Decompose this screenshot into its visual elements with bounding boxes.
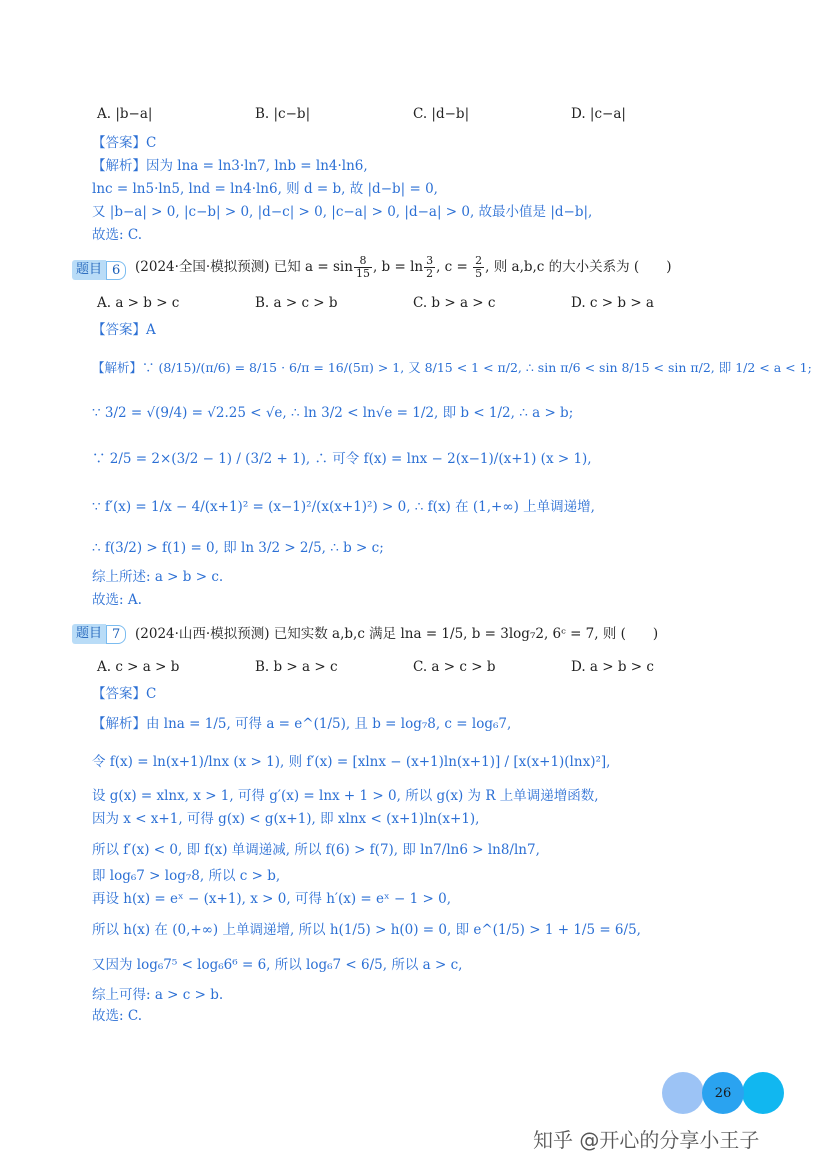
stem-part: , b = ln [372, 259, 424, 275]
q7-answer: 【答案】C [92, 686, 157, 702]
q7-analysis-2: 令 f(x) = ln(x+1)/lnx (x > 1), 则 f′(x) = [xlnx − (x+1)ln(x+1)] / [x(x+1)(lnx)²], [92, 754, 611, 770]
question-6-tag [72, 260, 126, 280]
choice-d: D. a > b > c [571, 659, 654, 675]
page-badge-circle-right [742, 1072, 784, 1114]
q7-analysis-10: 综上可得: a > c > b. [92, 987, 224, 1003]
q7-analysis-6: 即 log₆7 > log₇8, 所以 c > b, [92, 868, 281, 884]
choice-d: D. |c−a| [571, 106, 626, 122]
question-number: 7 [106, 625, 126, 644]
choice-c: C. |d−b| [413, 106, 470, 122]
question-7-stem: (2024·山西·模拟预测) 已知实数 a,b,c 满足 lna = 1/5, b = 3log₇2, 6ᶜ = 7, 则 ( ) [135, 626, 659, 642]
question-number: 6 [106, 261, 126, 280]
numerator: 2 [475, 254, 483, 267]
page-badge-circle-left [662, 1072, 704, 1114]
q7-analysis-9: 又因为 log₆7⁵ < log₆6⁶ = 6, 所以 log₆7 < 6/5, 所以 a > c, [92, 957, 463, 973]
denominator: 5 [475, 267, 483, 280]
q6-answer: 【答案】A [92, 322, 156, 338]
page-number-badge [702, 1072, 744, 1114]
q6-analysis-6: 综上所述: a > b > c. [92, 569, 224, 585]
watermark: 知乎 @开心的分享小王子 [533, 1128, 760, 1152]
q7-analysis-1: 【解析】由 lna = 1/5, 可得 a = e^(1/5), 且 b = log₇8, c = log₆7, [92, 716, 512, 732]
q6-analysis-1: 【解析】∵ (8/15)/(π/6) = 8/15 · 6/π = 16/(5π) > 1, 又 8/15 < 1 < π/2, ∴ sin π/6 < sin 8/15 < sin π/2, 即 1/2 < a < 1; [92, 360, 812, 375]
question-7-tag [72, 624, 126, 644]
fraction [473, 255, 484, 280]
choice-b: B. b > a > c [255, 659, 338, 675]
q6-analysis-4: ∵ f′(x) = 1/x − 4/(x+1)² = (x−1)²/(x(x+1)²) > 0, ∴ f(x) 在 (1,+∞) 上单调递增, [92, 499, 595, 515]
numerator: 8 [354, 255, 372, 268]
fraction [354, 255, 372, 280]
stem-part: , 则 a,b,c 的大小关系为 ( ) [485, 259, 672, 275]
q7-analysis-4: 因为 x < x+1, 可得 g(x) < g(x+1), 即 xlnx < (x+1)ln(x+1), [92, 811, 480, 827]
choice-a: A. a > b > c [97, 295, 180, 311]
q6-analysis-2: ∵ 3/2 = √(9/4) = √2.25 < √e, ∴ ln 3/2 < ln√e = 1/2, 即 b < 1/2, ∴ a > b; [92, 405, 574, 421]
stem-part: (2024·全国·模拟预测) 已知 a = sin [135, 259, 353, 275]
choice-a: A. c > a > b [97, 659, 180, 675]
denominator: 15 [355, 267, 370, 280]
q6-analysis-3: ∵ 2/5 = 2×(3/2 − 1) / (3/2 + 1), ∴ 可令 f(x) = lnx − 2(x−1)/(x+1) (x > 1), [92, 451, 592, 467]
choice-c: C. a > c > b [413, 659, 496, 675]
page-number: 26 [714, 1085, 732, 1101]
stem-part: , c = [436, 259, 473, 275]
choice-b: B. |c−b| [255, 106, 311, 122]
prev-analysis-2: lnc = ln5·ln5, lnd = ln4·ln6, 则 d = b, 故 |d−b| = 0, [92, 181, 438, 197]
prev-answer: 【答案】C [92, 135, 157, 151]
q7-analysis-7: 再设 h(x) = eˣ − (x+1), x > 0, 可得 h′(x) = eˣ − 1 > 0, [92, 891, 452, 907]
denominator: 2 [426, 267, 434, 280]
question-label: 题目 [72, 260, 106, 280]
q6-analysis-7: 故选: A. [92, 592, 142, 608]
q7-analysis-11: 故选: C. [92, 1008, 142, 1024]
prev-analysis-3: 又 |b−a| > 0, |c−b| > 0, |d−c| > 0, |c−a| > 0, |d−a| > 0, 故最小值是 |d−b|, [92, 204, 593, 220]
prev-analysis-1: 【解析】因为 lna = ln3·ln7, lnb = ln4·ln6, [92, 158, 368, 174]
question-label: 题目 [72, 624, 106, 644]
choice-b: B. a > c > b [255, 295, 338, 311]
q7-analysis-3: 设 g(x) = xlnx, x > 1, 可得 g′(x) = lnx + 1 > 0, 所以 g(x) 为 R 上单调递增函数, [92, 788, 599, 804]
choice-d: D. c > b > a [571, 295, 654, 311]
fraction [424, 255, 435, 280]
q7-analysis-5: 所以 f′(x) < 0, 即 f(x) 单调递减, 所以 f(6) > f(7), 即 ln7/ln6 > ln8/ln7, [92, 842, 540, 858]
question-6-stem [135, 255, 671, 280]
prev-analysis-4: 故选: C. [92, 227, 142, 243]
choice-a: A. |b−a| [97, 106, 153, 122]
q7-analysis-8: 所以 h(x) 在 (0,+∞) 上单调递增, 所以 h(1/5) > h(0) = 0, 即 e^(1/5) > 1 + 1/5 = 6/5, [92, 922, 641, 938]
numerator: 3 [426, 254, 434, 267]
q6-analysis-5: ∴ f(3/2) > f(1) = 0, 即 ln 3/2 > 2/5, ∴ b > c; [92, 540, 384, 556]
choice-c: C. b > a > c [413, 295, 496, 311]
